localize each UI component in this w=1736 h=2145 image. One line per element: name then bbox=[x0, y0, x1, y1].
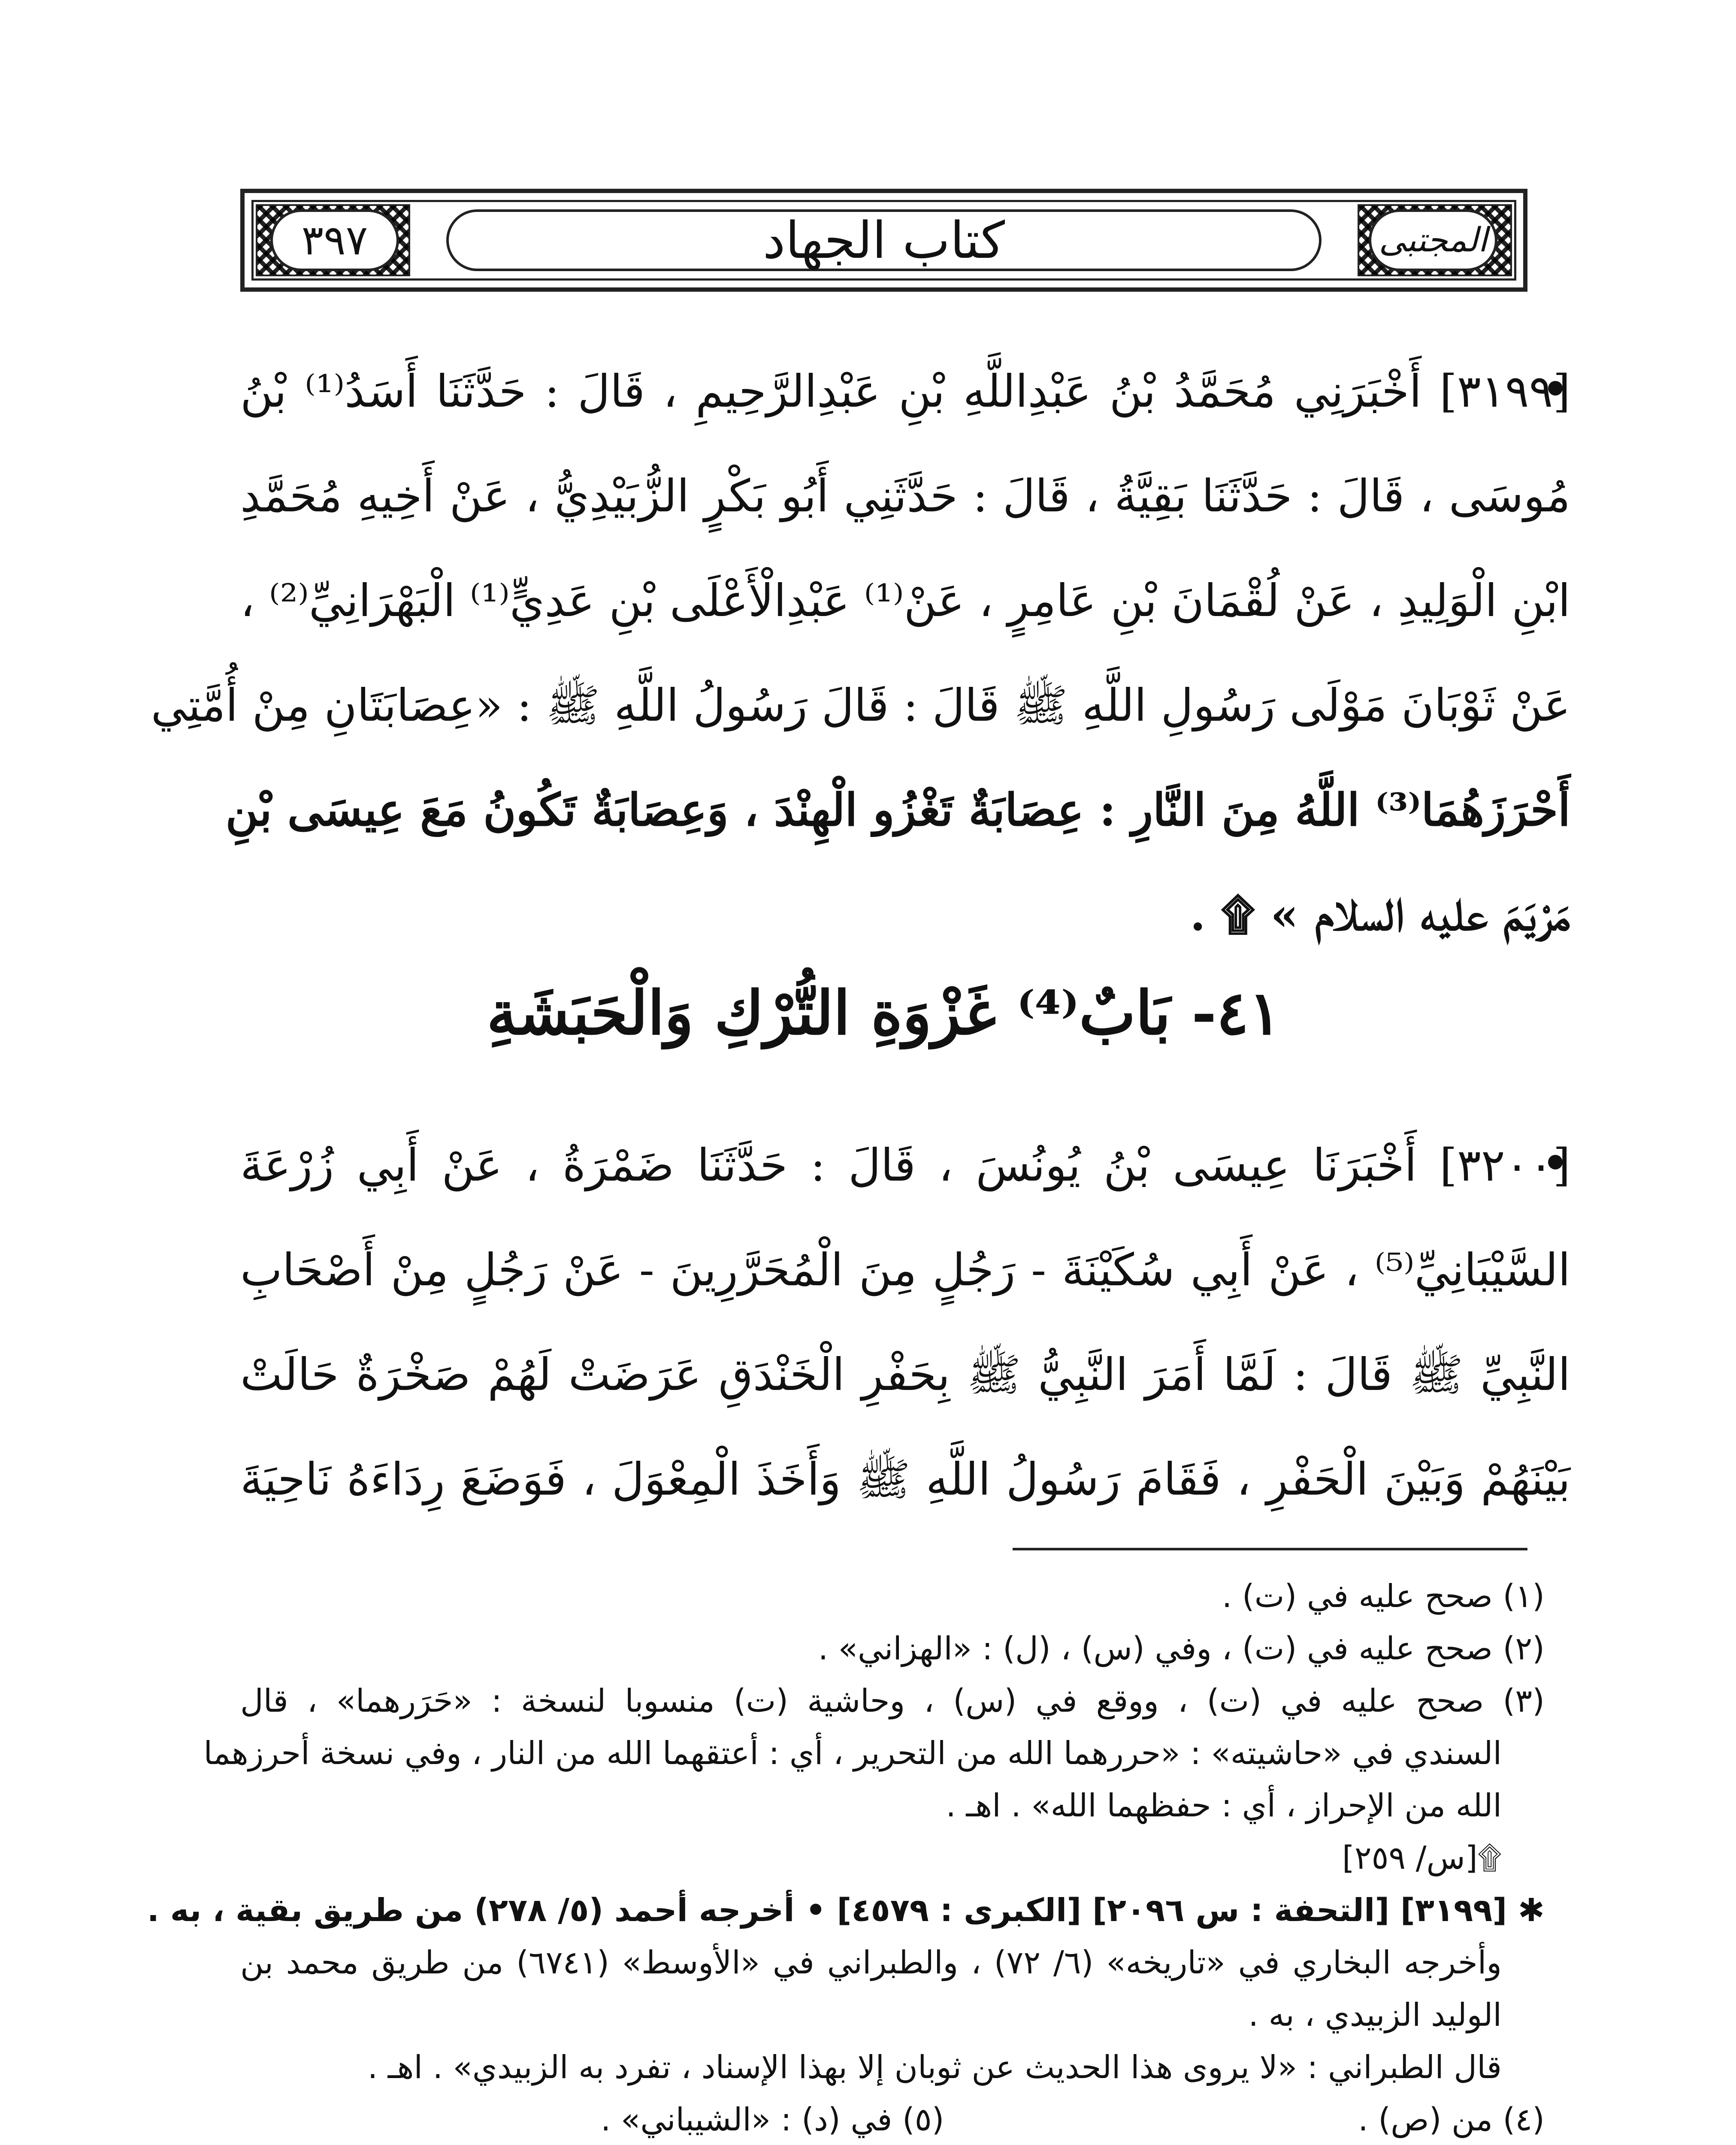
hadith-line: السَّيْبَانِيِّ⁽⁵⁾ ، عَنْ أَبِي سُكَيْنَةَ - رَجُلٍ مِنَ الْمُحَرَّرِينَ - عَنْ رَجُلٍ مِنْ أَصْحَابِ bbox=[240, 1244, 1570, 1296]
page-reference: ۩[س/ ٢٥٩] bbox=[1342, 1840, 1502, 1876]
chapter-heading: ٤١- بَابٌ⁽⁴⁾ غَزْوَةِ التُّرْكِ وَالْحَبَشَةِ bbox=[487, 978, 1281, 1048]
book-logo-cartouche bbox=[1369, 209, 1497, 271]
header-title-box bbox=[446, 209, 1322, 271]
hadith-line: بَيْنَهُمْ وَبَيْنَ الْحَفْرِ ، فَقَامَ رَسُولُ اللَّهِ ﷺ وَأَخَذَ الْمِعْوَلَ ، فَوَضَعَ رِدَاءَهُ نَاحِيَةَ bbox=[240, 1453, 1570, 1505]
footnote-3-line: الله من الإحراز ، أي : حفظهما الله» . اهـ . bbox=[946, 1787, 1502, 1824]
hadith-3200 bbox=[240, 1113, 1570, 1532]
hadith-3199 bbox=[151, 339, 1571, 967]
hadith-line: عَنْ ثَوْبَانَ مَوْلَى رَسُولِ اللَّهِ ﷺ قَالَ : قَالَ رَسُولُ اللَّهِ ﷺ : «عِصَابَتَانِ مِنْ أُمَّتِي bbox=[151, 679, 1570, 731]
book-logo: المجتبى bbox=[1379, 221, 1488, 260]
hadith-line: مَرْيَمَ عليه السلام » ۩ . bbox=[1190, 888, 1570, 941]
takhrij-line: قال الطبراني : «لا يروى هذا الحديث عن ثوبان إلا بهذا الإسناد ، تفرد به الزبيدي» . اهـ . bbox=[367, 2049, 1502, 2086]
footnote-divider bbox=[1013, 1548, 1527, 1550]
page-number-cartouche bbox=[270, 209, 399, 271]
takhrij-line: وأخرجه البخاري في «تاريخه» (٦/ ٧٢) ، والطبراني في «الأوسط» (٦٧٤١) من طريق محمد بن bbox=[240, 1944, 1502, 1981]
footnote-2: (٢) صحح عليه في (ت) ، وفي (س) ، (ل) : «الهزاني» . bbox=[818, 1630, 1545, 1667]
takhrij-line: الوليد الزبيدي ، به . bbox=[1248, 1997, 1502, 2033]
footnote-1: (١) صحح عليه في (ت) . bbox=[1222, 1578, 1545, 1615]
footnote-4-5 bbox=[601, 2094, 1545, 2145]
hadith-line: أَحْرَزَهُمَا⁽³⁾ اللَّهُ مِنَ النَّارِ : عِصَابَةٌ تَغْزُو الْهِنْدَ ، وَعِصَابَةٌ تَكُونُ مَعَ عِيسَى بْنِ bbox=[225, 783, 1570, 836]
hadith-line: النَّبِيِّ ﷺ قَالَ : لَمَّا أَمَرَ النَّبِيُّ ﷺ بِحَفْرِ الْخَنْدَقِ عَرَضَتْ لَهُمْ صَخْرَةٌ حَالَتْ bbox=[240, 1348, 1570, 1401]
footnotes bbox=[147, 1570, 1545, 2145]
hadith-line: مُوسَى ، قَالَ : حَدَّثَنَا بَقِيَّةُ ، قَالَ : حَدَّثَنِي أَبُو بَكْرٍ الزُّبَيْدِيُّ ، عَنْ أَخِيهِ مُحَمَّدِ bbox=[240, 470, 1570, 522]
takhrij-line: ✱ [٣١٩٩] [التحفة : س ٢٠٩٦] [الكبرى : ٤٥٧٩] • أخرجه أحمد (٥/ ٢٧٨) من طريق بقية ، به . bbox=[147, 1892, 1545, 1929]
page-number: ٣٩٧ bbox=[301, 216, 368, 264]
footnote-3-line: السندي في «حاشيته» : «حررهما الله من التحرير ، أي : أعتقهما الله من النار ، وفي نسخة أحرزهما bbox=[203, 1735, 1502, 1772]
footnote-3-line: (٣) صحح عليه في (ت) ، ووقع في (س) ، وحاشية (ت) منسوبا لنسخة : «حَرَرهما» ، قال bbox=[240, 1683, 1545, 1719]
footnote-5: (٥) في (د) : «الشيباني» . bbox=[601, 2101, 944, 2138]
footnote-4: (٤) من (ص) . bbox=[1358, 2101, 1545, 2138]
hadith-line: [٣١٩٩] أَخْبَرَنِي مُحَمَّدُ بْنُ عَبْدِاللَّهِ بْنِ عَبْدِالرَّحِيمِ ، قَالَ : حَدَّثَنَا أَسَدُ⁽¹⁾ بْنُ bbox=[240, 365, 1570, 417]
book-title: كتاب الجهاد bbox=[762, 211, 1005, 270]
hadith-line: ابْنِ الْوَلِيدِ ، عَنْ لُقْمَانَ بْنِ عَامِرٍ ، عَنْ⁽¹⁾ عَبْدِالْأَعْلَى بْنِ عَدِيٍّ⁽¹⁾ الْبَهْرَانِيِّ⁽²⁾ ، bbox=[240, 574, 1571, 627]
page-header bbox=[240, 189, 1527, 292]
footnote-4-5-row bbox=[240, 2094, 1545, 2145]
hadith-line: [٣٢٠٠] أَخْبَرَنَا عِيسَى بْنُ يُونُسَ ، قَالَ : حَدَّثَنَا ضَمْرَةُ ، عَنْ أَبِي زُرْعَةَ bbox=[240, 1139, 1570, 1191]
